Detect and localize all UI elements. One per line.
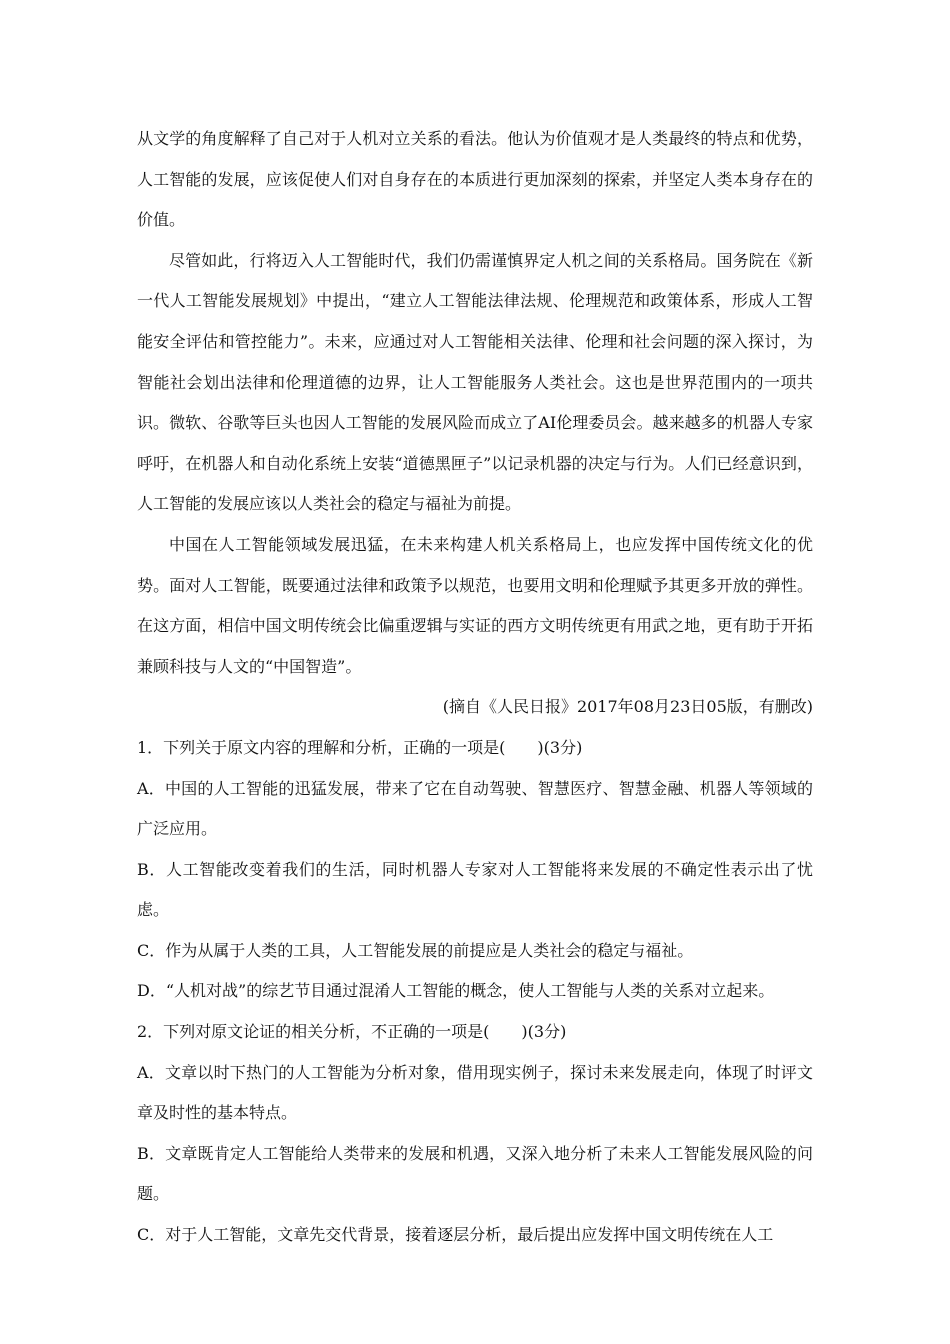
article-paragraph-1: 从文学的角度解释了自己对于人机对立关系的看法。他认为价值观才是人类最终的特点和优势，人工智能的发展，应该促使人们对自身存在的本质进行更加深刻的探索，并坚定人类本身存在的价值。 <box>137 129 813 230</box>
question-2-option-c: C．对于人工智能，文章先交代背景，接着逐层分析，最后提出应发挥中国文明传统在人工 <box>137 1225 774 1245</box>
question-1-option-c: C．作为从属于人类的工具，人工智能发展的前提应是人类社会的稳定与福祉。 <box>137 940 694 960</box>
document-page <box>137 119 813 1256</box>
question-2-option-b: B．文章既肯定人工智能给人类带来的发展和机遇，又深入地分析了未来人工智能发展风险的问题。 <box>137 1143 813 1204</box>
article-paragraph-3: 中国在人工智能领域发展迅猛，在未来构建人机关系格局上，也应发挥中国传统文化的优势。面对人工智能，既要通过法律和政策予以规范，也要用文明和伦理赋予其更多开放的弹性。在这方面，相信中国文明传统会比偏重逻辑与实证的西方文明传统更有用武之地，更有助于开拓兼顾科技与人文的“中国智造”。 <box>137 534 813 676</box>
question-1 <box>137 728 813 1012</box>
question-2 <box>137 1012 813 1256</box>
article-paragraph-2: 尽管如此，行将迈入人工智能时代，我们仍需谨慎界定人机之间的关系格局。国务院在《新一代人工智能发展规划》中提出，“建立人工智能法律法规、伦理规范和政策体系，形成人工智能安全评估和管控能力”。未来，应通过对人工智能相关法律、伦理和社会问题的深入探讨，为智能社会划出法律和伦理道德的边界，让人工智能服务人类社会。这也是世界范围内的一项共识。微软、谷歌等巨头也因人工智能的发展风险而成立了AI伦理委员会。越来越多的机器人专家呼吁，在机器人和自动化系统上安装“道德黑匣子”以记录机器的决定与行为。人们已经意识到，人工智能的发展应该以人类社会的稳定与福祉为前提。 <box>137 250 813 514</box>
question-1-option-d: D．“人机对战”的综艺节目通过混淆人工智能的概念，使人工智能与人类的关系对立起来。 <box>137 981 775 1001</box>
question-1-option-a: A．中国的人工智能的迅猛发展，带来了它在自动驾驶、智慧医疗、智慧金融、机器人等领域的广泛应用。 <box>137 778 813 839</box>
article-body <box>137 119 813 728</box>
question-2-stem: 2．下列对原文论证的相关分析，不正确的一项是( )(3分) <box>137 1022 567 1042</box>
article-source: (摘自《人民日报》2017年08月23日05版，有删改) <box>442 697 813 717</box>
question-2-option-a: A．文章以时下热门的人工智能为分析对象，借用现实例子，探讨未来发展走向，体现了时评文章及时性的基本特点。 <box>137 1062 813 1123</box>
question-1-stem: 1．下列关于原文内容的理解和分析，正确的一项是( )(3分) <box>137 737 583 757</box>
question-1-option-b: B．人工智能改变着我们的生活，同时机器人专家对人工智能将来发展的不确定性表示出了忧虑。 <box>137 859 813 920</box>
